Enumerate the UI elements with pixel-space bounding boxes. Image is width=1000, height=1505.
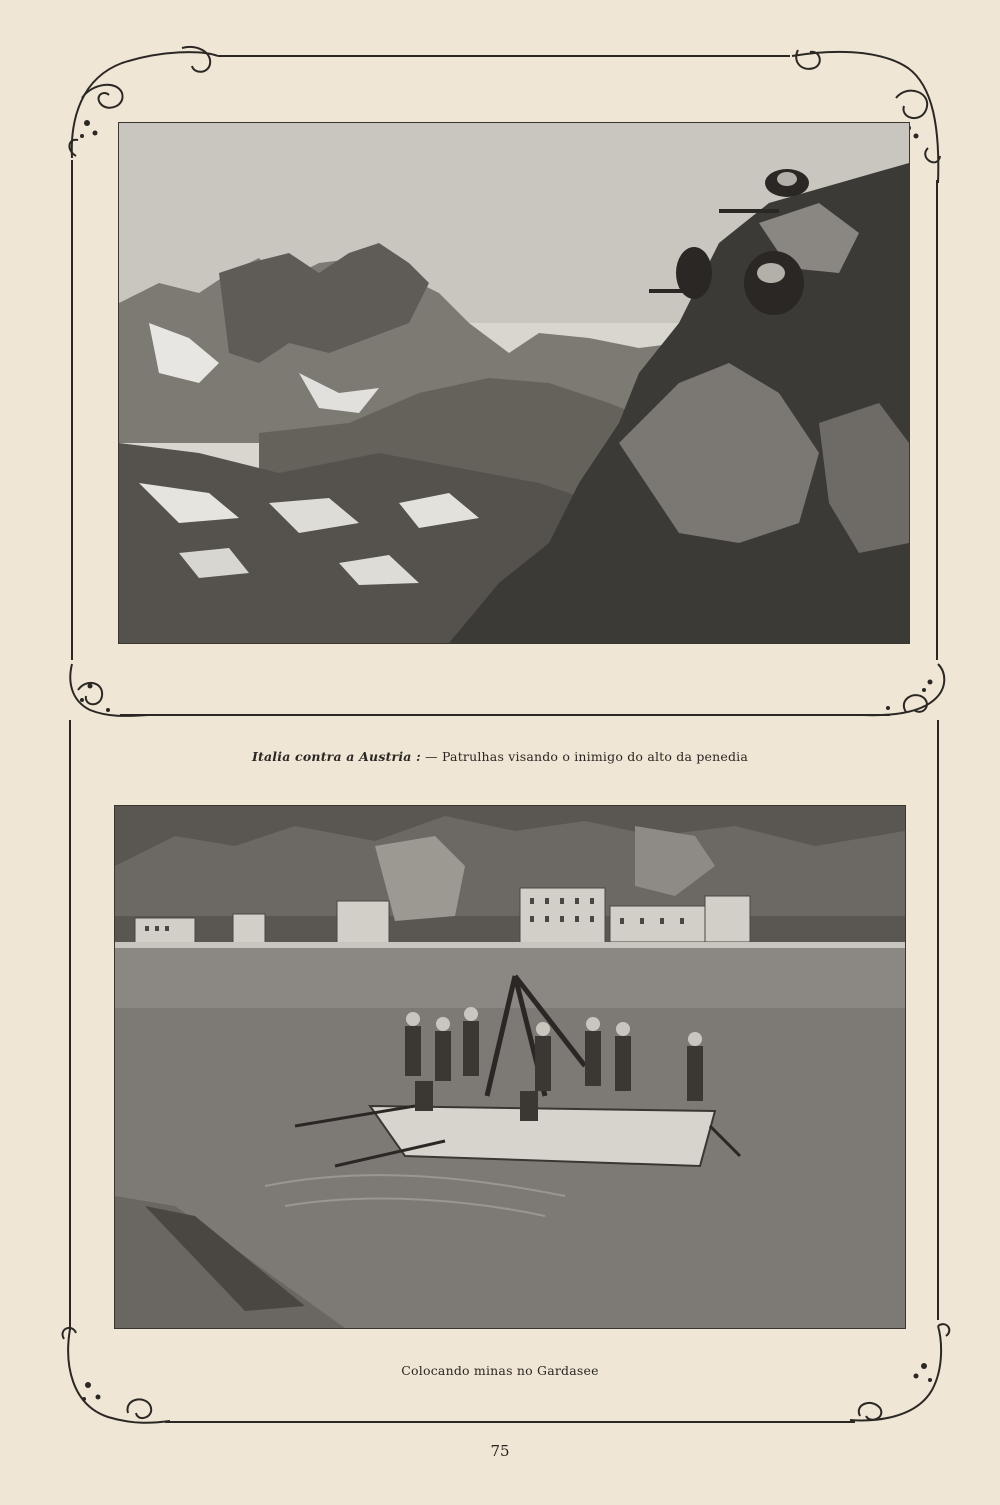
top-frame-bottom-line [120,714,890,716]
scroll-ornament-mid-left [60,660,150,730]
mountain-patrol-caption [0,749,1000,764]
lake-boat-caption: Colocando minas no Gardasee [401,1363,599,1378]
page-number: 75 [490,1442,510,1460]
bottom-frame-right-line [937,720,939,1320]
scroll-ornament-mid-right [858,660,953,730]
top-frame-left-line [71,160,73,660]
bottom-frame-bottom-line [165,1421,855,1423]
bottom-frame-left-line [69,720,71,1330]
top-frame-right-line [936,180,938,660]
caption-rest: — Patrulhas visando o inimigo do alto da penedia [420,749,749,764]
top-frame-top-line [218,55,790,57]
caption-lead: Italia contra a Austria : [251,749,421,764]
mountain-patrol-photo [118,122,910,644]
lake-boat-photo [114,805,906,1329]
